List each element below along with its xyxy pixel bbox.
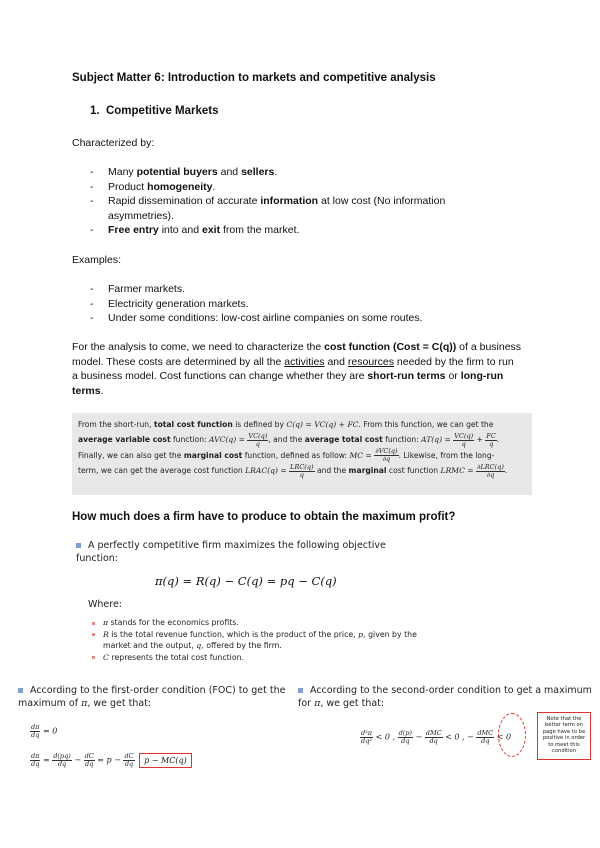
box-line-4: term, we can get the average cost function LRAC(q) = $\frac{\text{LRC(q)}}{q}$ and the marginal cost function LRMC = $\frac{\text{∂LRC(q)}}{\partial q}$ . (78, 462, 508, 479)
list-item: C represents the total cost function. (92, 652, 422, 664)
list-item: - Many potential buyers and sellers. (90, 165, 480, 180)
list-item: - Free entry into and exit from the market. (90, 223, 480, 238)
cost-paragraph: For the analysis to come, we need to characterize the cost function (Cost = C(q)) of a business model. These costs are determined by all the activities and resources needed by the firm to run a business model. Cost functions can change whether they are short-run terms or long-run terms. (72, 341, 522, 397)
list-item: - Rapid dissemination of accurate information at low cost (No information asymmetries). (90, 194, 480, 223)
question-heading: How much does a firm have to produce to obtain the maximum profit? (72, 511, 456, 523)
page-title: Subject Matter 6: Introduction to markets and competitive analysis (72, 72, 436, 84)
cost-definitions-box (72, 413, 532, 495)
list-item: π stands for the economics profits. (92, 617, 422, 629)
examples-list (90, 282, 510, 326)
box-line-1: From the short-run, total cost function is defined by C(q) = VC(q) + FC. From this function, we can get the (78, 420, 494, 429)
list-item: - Product homogeneity. (90, 180, 480, 195)
examples-label: Examples: (72, 254, 122, 266)
note-box: Note that the better term on page have to be positive in order to meet this condition (537, 712, 591, 760)
highlight-circle (498, 713, 526, 757)
foc-equation-2: $\frac{d\pi}{dq}$ = $\frac{d(pq)}{dq}$ − $\frac{dC}{dq}$ = p − $\frac{dC}{dq}$ p − MC(q) (30, 753, 192, 768)
box-line-2: average variable cost function: AVC(q) = $\frac{VC(q)}{q}$ , and the average total cost function: AT(q) = $\frac{VC(q)}{q}$ + $\frac{FC}{q}$ . (78, 431, 500, 448)
objective-bullet: A perfectly competitive firm maximizes the following objective function: (76, 540, 386, 564)
bullet-icon (92, 622, 95, 625)
characteristics-list (90, 165, 480, 238)
profit-equation: π(q) = R(q) − C(q) = pq − C(q) (155, 574, 337, 588)
foc-equation-1: $\frac{d\pi}{dq}$ = 0 (31, 723, 58, 739)
characterized-label: Characterized by: (72, 137, 155, 149)
list-item: - Under some conditions: low-cost airline companies on some routes. (90, 311, 510, 326)
bullet-icon (18, 688, 23, 693)
list-item: R is the total revenue function, which is the product of the price, p, given by the market and the output, q, offered by the firm. (92, 629, 422, 652)
foc-result-box: p − MC(q) (139, 753, 192, 768)
bullet-icon (298, 688, 303, 693)
list-item: - Electricity generation markets. (90, 297, 510, 312)
bullet-icon (92, 656, 95, 659)
section-heading: 1. Competitive Markets (90, 105, 219, 117)
box-line-3: Finally, we can also get the marginal cost function, defined as follow: MC = $\frac{\partial VC(q)}{\partial q}$ . Likewise, from the long- (78, 447, 495, 463)
where-list (92, 617, 422, 663)
bullet-icon (76, 543, 81, 548)
foc-bullet: According to the first-order condition (FOC) to get the maximum of π, we get that: (18, 685, 286, 709)
soc-bullet: According to the second-order condition to get a maximum for π, we get that: (298, 685, 592, 709)
bullet-icon (92, 633, 95, 636)
soc-equation: $\frac{\text{d²π}}{\text{dq²}}$ < 0 , $\frac{d(p)}{dq}$ − $\frac{\text{dMC}}{dq}$ < 0 , − $\frac{\text{dMC}}{dq}$ < 0 (361, 729, 512, 745)
where-label: Where: (88, 599, 123, 610)
list-item: - Farmer markets. (90, 282, 510, 297)
